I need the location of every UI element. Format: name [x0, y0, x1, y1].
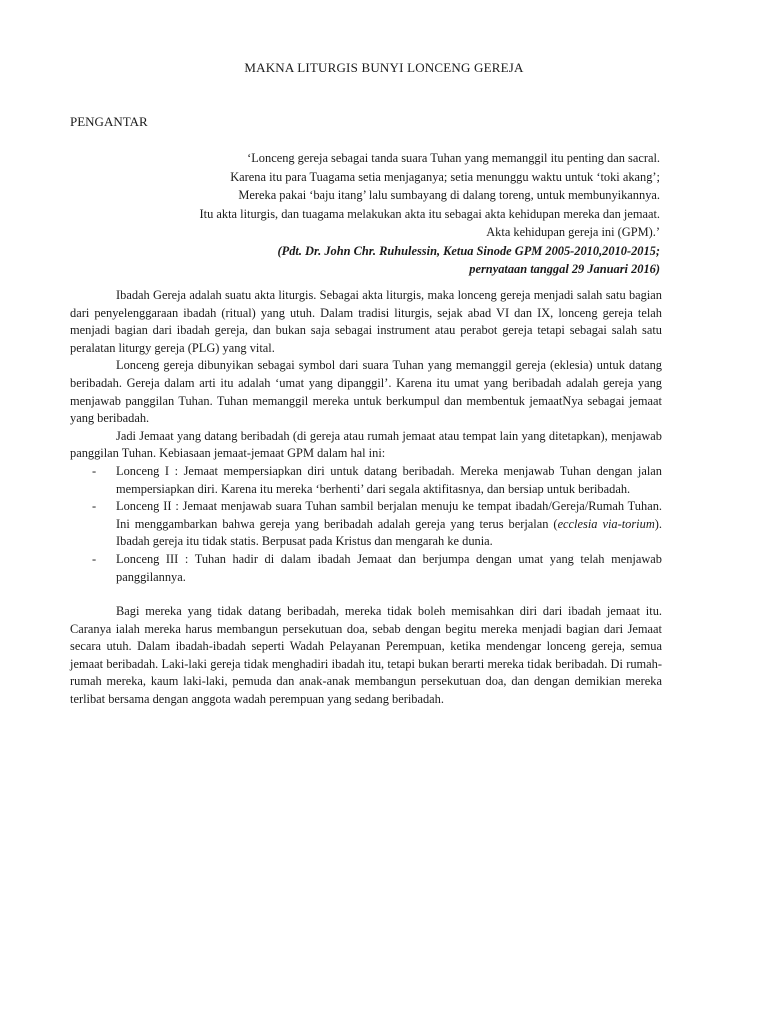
quote-line: Karena itu para Tuagama setia menjaganya; setia menunggu waktu untuk ‘toki akang’;: [230, 169, 660, 184]
quote-citation-line: pernyataan tanggal 29 Januari 2016): [469, 262, 660, 276]
list-dash: -: [92, 463, 97, 478]
document-body: [70, 287, 662, 709]
list-item: [70, 498, 662, 551]
quote-line: ‘Lonceng gereja sebagai tanda suara Tuhan yang memanggil itu penting dan sacral.: [247, 151, 660, 165]
paragraph: Bagi mereka yang tidak datang beribadah, mereka tidak boleh memisahkan diri dari ibadah jemaat itu. Caranya ialah mereka harus membangun persekutuan doa, sebab dengan begitu mereka menjadi bagian dari Jemaat secara utuh. Dalam ibadah-ibadah seperti Wadah Pelayanan Perempuan, ketika mendengar lonceng gereja, semua jemaat beribadah. Laki-laki gereja tidak menghadiri ibadah itu, tetapi bukan berarti mereka tidak beribadah. Di rumah-rumah mereka, kaum laki-laki, pemuda dan anak-anak membangun persekutuan doa, dan dengan demikian mereka terlibat bersama dengan anggota wadah perempuan yang sedang beribadah.: [70, 604, 662, 707]
list-dash: -: [92, 551, 97, 566]
paragraph: Ibadah Gereja adalah suatu akta liturgis. Sebagai akta liturgis, maka lonceng gereja menjadi salah satu bagian dari penyelenggaraan ibadah (ritual) yang utuh. Dalam tradisi liturgis, sejak abad VI dan IX, lonceng gereja telah menjadi bagian dari ibadah gereja, dan bukan saja sebagai instrument atau perabot gereja tetapi sebagai salah satu peralatan liturgy gereja (PLG) yang vital.: [70, 288, 662, 355]
list-item-text: ). Ibadah gereja itu tidak statis. Berpusat pada Kristus dan mengarah ke dunia.: [116, 516, 662, 549]
list-dash: -: [92, 499, 97, 514]
list-item: [70, 463, 662, 498]
list-item-text: Lonceng I : Jemaat mempersiapkan diri untuk datang beribadah. Mereka menjawab Tuhan dengan jalan mempersiapkan diri. Karena itu mereka ‘berhenti’ dari segala aktifitasnya, dan bersiap untuk beribadah.: [116, 463, 662, 496]
quote-line: Itu akta liturgis, dan tuagama melakukan akta itu sebagai akta kehidupan mereka dan jemaat.: [199, 206, 660, 221]
list-item-text: Lonceng II : Jemaat menjawab suara Tuhan sambil berjalan menuju ke tempat ibadah/Gereja/Rumah Tuhan. Ini menggambarkan bahwa gereja yang beribadah adalah gereja yang terus berjalan (: [116, 499, 662, 531]
list-item-italic-term: ecclesia via-torium: [557, 516, 655, 531]
paragraph: Jadi Jemaat yang datang beribadah (di gereja atau rumah jemaat atau tempat lain yang ditetapkan), menjawab panggilan Tuhan. Kebiasaan jemaat-jemaat GPM dalam hal ini:: [70, 428, 662, 461]
quote-line: Mereka pakai ‘baju itang’ lalu sumbayang di dalang toreng, untuk membunyikannya.: [238, 188, 660, 202]
paragraph: Lonceng gereja dibunyikan sebagai symbol dari suara Tuhan yang memanggil gereja (eklesia) untuk datang beribadah. Gereja dalam arti itu adalah ‘umat yang dipanggil’. Karena itu umat yang beribadah adalah gereja yang menjawab panggilan Tuhan. Tuhan memanggil mereka untuk berkumpul dan membentuk jemaatNya sebagai jemaat yang beribadah.: [70, 358, 662, 426]
list-item-text: Lonceng III : Tuhan hadir di dalam ibadah Jemaat dan berjumpa dengan umat yang telah menjawab panggilannya.: [116, 551, 662, 584]
section-heading: PENGANTAR: [70, 114, 148, 129]
list-item: [70, 551, 662, 586]
bell-list: [70, 463, 662, 586]
quote-citation-line: (Pdt. Dr. John Chr. Ruhulessin, Ketua Sinode GPM 2005-2010,2010-2015;: [277, 243, 660, 258]
epigraph-quote: [70, 149, 660, 279]
document-title: MAKNA LITURGIS BUNYI LONCENG GEREJA: [244, 60, 524, 75]
quote-line: Akta kehidupan gereja ini (GPM).’: [486, 225, 660, 239]
